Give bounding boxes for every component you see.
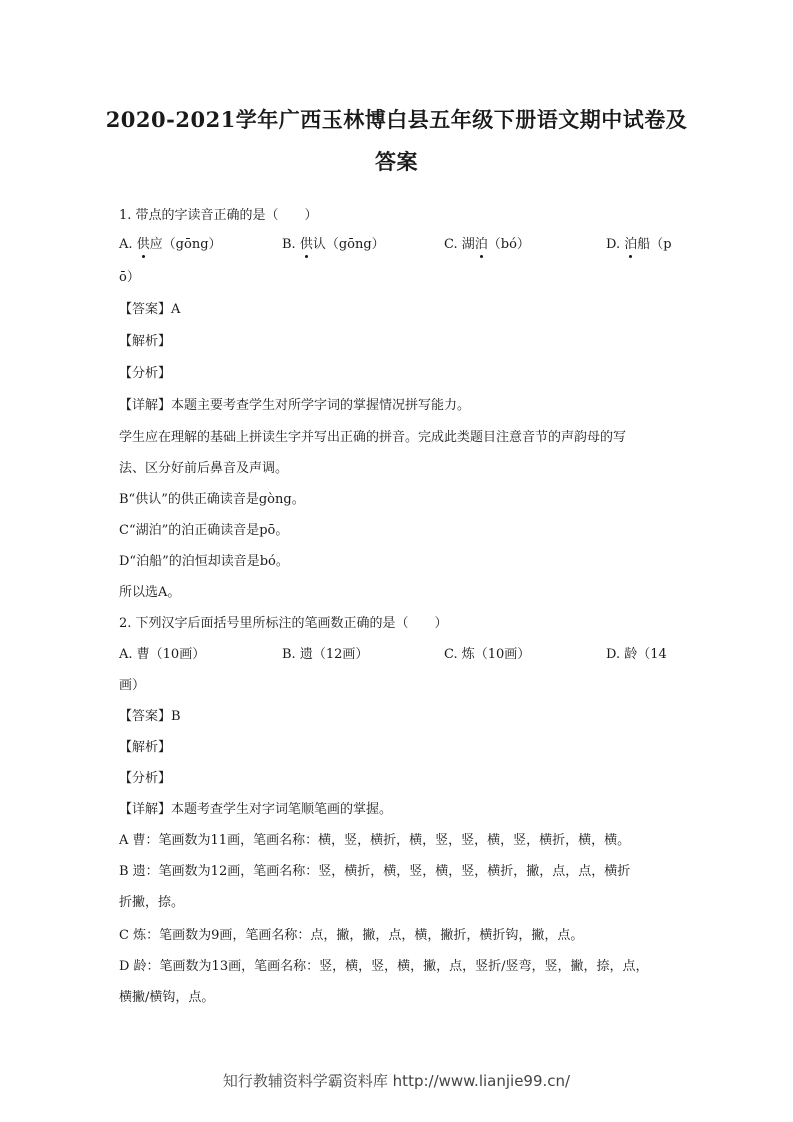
q2-paragraph-6: 横撇/横钩，点。 (119, 990, 215, 1005)
q2-paragraph-4: C 炼：笔画数为9画，笔画名称：点，撇，撇，点，横，撇折，横折钩，撇，点。 (119, 928, 584, 943)
q2-jiexi-heading: 【解析】 (119, 740, 172, 755)
q2-fenxi-heading: 【分析】 (119, 771, 172, 786)
q2-option-d: D. 龄（14 (606, 647, 667, 662)
q1-paragraph-1: 学生应在理解的基础上拼读生字并写出正确的拼音。完成此类题目注意音节的声韵母的写 (119, 430, 627, 445)
q1-answer: 【答案】A (119, 302, 181, 317)
q2-paragraph-1: A 曹：笔画数为11画，笔画名称：横，竖，横折，横，竖，竖，横，竖，横折，横，横。 (119, 833, 631, 848)
q1-option-d-wrap: ō） (119, 270, 140, 285)
q1-option-a-dotted-char: 供 (136, 237, 150, 252)
q1-option-b-dotted-char: 供 (299, 237, 313, 252)
q1-paragraph-4: C“湖泊”的泊正确读音是pō。 (119, 523, 289, 538)
title-line-1: 2020-2021学年广西玉林博白县五年级下册语文期中试卷及 (105, 107, 688, 132)
q1-option-b: B. 供认（gōng） (282, 237, 385, 252)
q2-option-a: A. 曹（10画） (119, 647, 206, 662)
q1-option-d: D. 泊船（p (606, 237, 672, 252)
q1-fenxi-heading: 【分析】 (119, 366, 172, 381)
q2-answer: 【答案】B (119, 709, 181, 724)
q1-option-d-dotted-char: 泊 (624, 237, 638, 252)
q2-stem: 2. 下列汉字后面括号里所标注的笔画数正确的是（ ） (119, 616, 448, 631)
q1-paragraph-5: D“泊船”的泊恒却读音是bó。 (119, 554, 289, 569)
q2-paragraph-3: 折撇，捺。 (119, 895, 185, 910)
q2-option-b: B. 遗（12画） (282, 647, 369, 662)
q1-option-a: A. 供应（gōng） (119, 237, 222, 252)
footer-watermark: 知行教辅资料学霸资料库 http://www.lianjie99.cn/ (222, 1072, 571, 1090)
q2-paragraph-2: B 遗：笔画数为12画，笔画名称：竖，横折，横，竖，横，竖，横折，撇，点，点，横折 (119, 864, 631, 879)
q2-option-d-wrap: 画） (119, 678, 146, 693)
q1-detail: 【详解】本题主要考查学生对所学字词的掌握情况拼写能力。 (119, 398, 471, 413)
q1-option-c: C. 湖泊（bó） (444, 237, 530, 252)
q1-option-c-dotted-char: 泊 (474, 237, 488, 252)
q1-jiexi-heading: 【解析】 (119, 334, 172, 349)
title-line-2: 答案 (375, 149, 418, 174)
q2-paragraph-5: D 龄：笔画数为13画，笔画名称：竖，横，竖，横，撇，点，竖折/竖弯，竖，撇，捺，点， (119, 959, 649, 974)
q1-paragraph-6: 所以选A。 (119, 585, 181, 600)
q2-option-c: C. 炼（10画） (444, 647, 531, 662)
q1-paragraph-3: B“供认”的供正确读音是gòng。 (119, 492, 305, 507)
q1-paragraph-2: 法、区分好前后鼻音及声调。 (119, 461, 289, 476)
q1-stem: 1. 带点的字读音正确的是（ ） (119, 208, 318, 223)
q2-detail: 【详解】本题考查学生对字词笔顺笔画的掌握。 (119, 802, 393, 817)
